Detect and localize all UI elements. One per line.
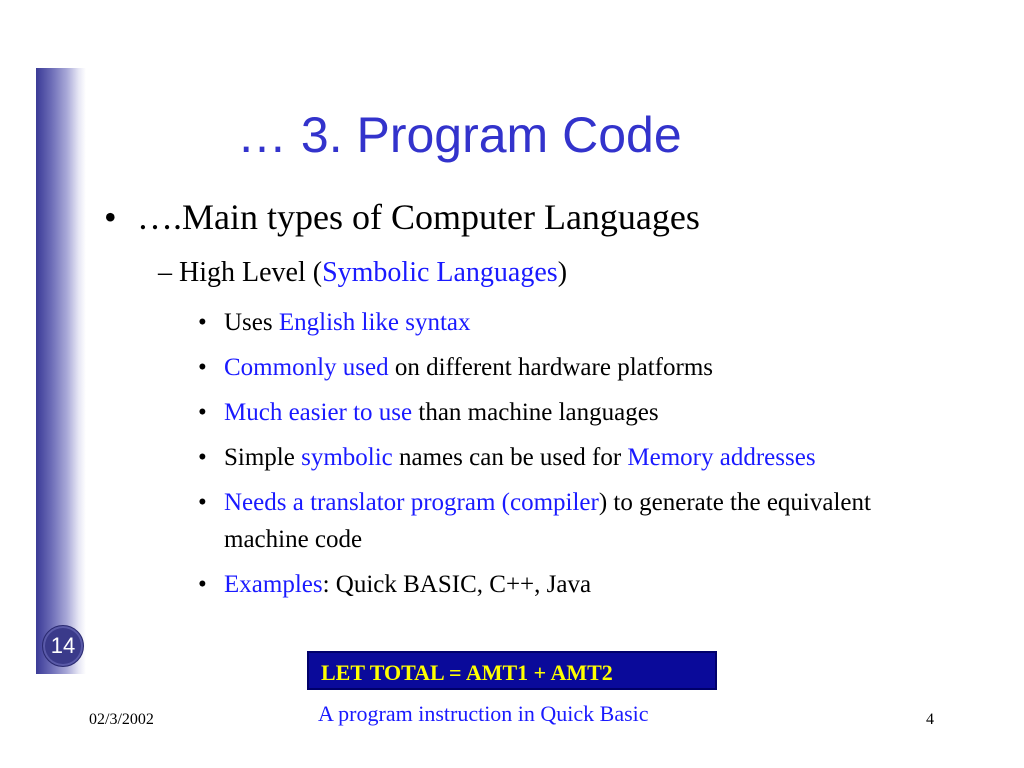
- list-item: [198, 349, 918, 386]
- list-item: [198, 484, 918, 558]
- item-highlight: symbolic: [301, 444, 393, 471]
- list-item: [198, 566, 918, 603]
- code-example-caption: A program instruction in Quick Basic: [318, 701, 649, 726]
- item-text: names can be used for: [392, 444, 628, 471]
- level-2-suffix: ): [557, 257, 568, 288]
- bullet-icon: •: [104, 197, 117, 237]
- item-text: Simple: [224, 444, 302, 471]
- bullet-level-3-list: [198, 304, 918, 611]
- code-example-box: LET TOTAL = AMT1 + AMT2: [307, 651, 717, 690]
- item-text: : Quick BASIC, C++, Java: [322, 571, 592, 598]
- list-item: [198, 439, 918, 476]
- item-text: ) to generate the equivalent machine code: [224, 489, 871, 553]
- bullet-level-2: [158, 253, 567, 293]
- list-item: [198, 304, 918, 341]
- slide-number-badge: 14: [42, 625, 84, 667]
- bullet-icon: •: [198, 444, 207, 471]
- bullet-icon: •: [198, 571, 207, 598]
- item-text: Uses: [224, 309, 279, 336]
- item-highlight: Needs a translator program (compiler: [224, 489, 599, 516]
- item-highlight: English like syntax: [278, 309, 471, 336]
- item-highlight: Much easier to use: [224, 399, 413, 426]
- level-2-highlight: Symbolic Languages: [322, 257, 558, 288]
- bullet-icon: •: [198, 354, 207, 381]
- bullet-icon: •: [198, 399, 207, 426]
- bullet-icon: •: [198, 489, 207, 516]
- bullet-icon: •: [198, 309, 207, 336]
- level-2-prefix: – High Level (: [158, 257, 323, 288]
- footer-page-number: 4: [926, 711, 934, 728]
- item-text: than machine languages: [412, 399, 659, 426]
- item-highlight: Examples: [224, 571, 323, 598]
- footer-date: 02/3/2002: [89, 711, 154, 728]
- item-highlight: Commonly used: [224, 354, 389, 381]
- bullet-level-1-text: ….Main types of Computer Languages: [137, 197, 700, 237]
- list-item: [198, 394, 918, 431]
- decorative-side-bar: [36, 68, 86, 674]
- item-text: on different hardware platforms: [388, 354, 714, 381]
- item-highlight: Memory addresses: [627, 444, 816, 471]
- slide-title: … 3. Program Code: [237, 107, 682, 163]
